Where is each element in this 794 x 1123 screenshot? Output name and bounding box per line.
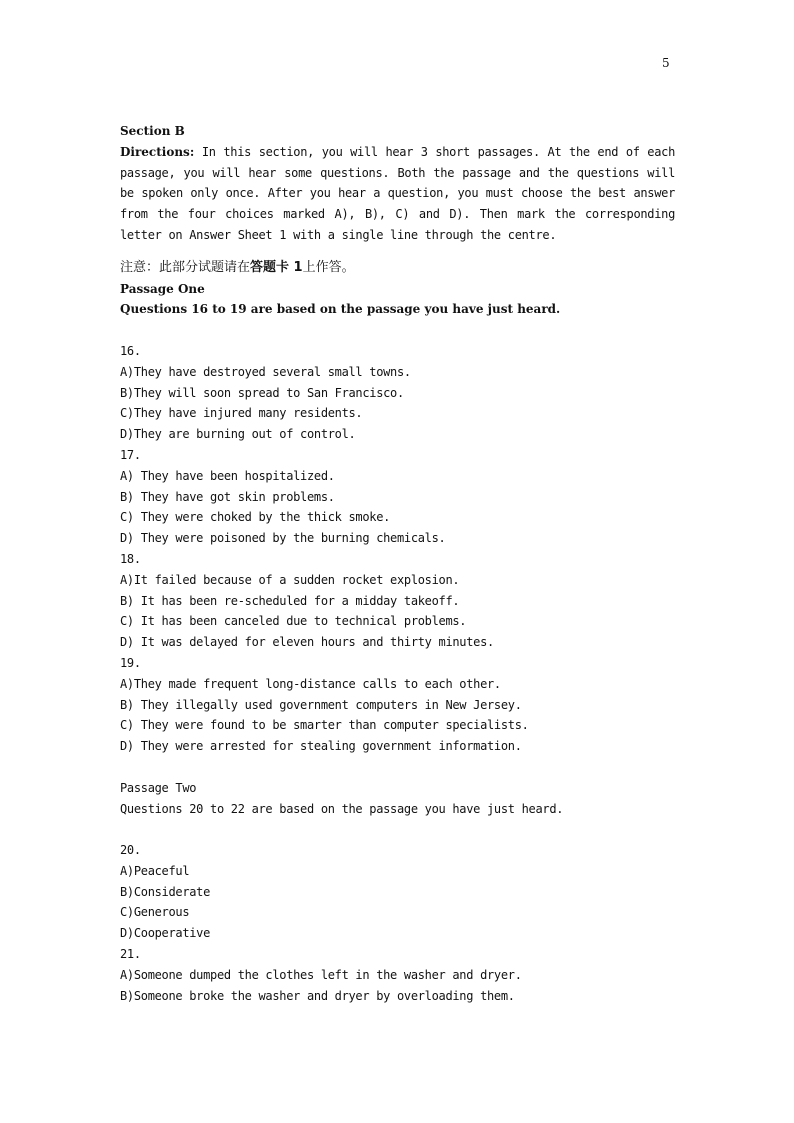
- option-c: C)They have injured many residents.: [120, 406, 363, 421]
- notice-bold: 答题卡 1: [250, 259, 303, 275]
- question-number: 21.: [120, 947, 141, 962]
- spacer: [120, 757, 675, 778]
- option-b: B) They have got skin problems.: [120, 489, 335, 504]
- option-d: D)Cooperative: [120, 926, 211, 941]
- question-19: [120, 653, 675, 757]
- question-number: 17.: [120, 447, 141, 462]
- option-c: C)Generous: [120, 905, 190, 920]
- question-18: [120, 549, 675, 653]
- directions-text: In this section, you will hear 3 short passages. At the end of each passage, you will hear some questions. Both the passage and the questions will be spoken only once. After you hear a question, you must choose the best answer from the four choices marked A), B), C) and D). Then mark the corresponding letter on Answer Sheet 1 with a single line through the centre.: [120, 144, 675, 242]
- option-b: B)Someone broke the washer and dryer by overloading them.: [120, 988, 515, 1003]
- question-number: 20.: [120, 843, 141, 858]
- question-number: 19.: [120, 655, 141, 670]
- question-number: 18.: [120, 551, 141, 566]
- document-body: [120, 121, 675, 1006]
- directions-label: Directions:: [120, 144, 195, 159]
- option-b: B) They illegally used government computers in New Jersey.: [120, 697, 522, 712]
- option-c: C) It has been canceled due to technical problems.: [120, 614, 467, 629]
- option-b: B) It has been re-scheduled for a midday takeoff.: [120, 593, 460, 608]
- question-17: [120, 445, 675, 549]
- spacer: [120, 819, 675, 840]
- option-c: C) They were choked by the thick smoke.: [120, 510, 391, 525]
- option-a: A)Someone dumped the clothes left in the washer and dryer.: [120, 967, 522, 982]
- question-number: 16.: [120, 343, 141, 358]
- option-d: D) They were arrested for stealing government information.: [120, 739, 522, 754]
- passage-one-questions: [120, 341, 675, 757]
- page-number: 5: [662, 56, 670, 70]
- option-d: D)They are burning out of control.: [120, 427, 356, 442]
- option-a: A)It failed because of a sudden rocket explosion.: [120, 572, 460, 587]
- option-a: A)They made frequent long-distance calls to each other.: [120, 676, 501, 691]
- option-b: B)Considerate: [120, 884, 211, 899]
- passage-two-title: Passage Two: [120, 780, 197, 795]
- spacer: [120, 320, 675, 341]
- passage-two-questions: [120, 840, 675, 1006]
- directions-paragraph: [120, 142, 675, 246]
- option-a: A) They have been hospitalized.: [120, 468, 335, 483]
- question-21: [120, 944, 675, 1006]
- option-a: A)They have destroyed several small towns.: [120, 364, 411, 379]
- option-b: B)They will soon spread to San Francisco.: [120, 385, 404, 400]
- notice-suffix: 上作答。: [302, 259, 355, 275]
- answer-sheet-notice: [120, 258, 675, 279]
- section-title: Section B: [120, 124, 185, 138]
- option-a: A)Peaceful: [120, 863, 190, 878]
- option-c: C) They were found to be smarter than computer specialists.: [120, 718, 529, 733]
- passage-two-instruction: Questions 20 to 22 are based on the passage you have just heard.: [120, 801, 564, 816]
- passage-one-title: Passage One: [120, 281, 205, 296]
- option-d: D) They were poisoned by the burning chemicals.: [120, 531, 446, 546]
- question-20: [120, 840, 675, 944]
- question-16: [120, 341, 675, 445]
- notice-prefix: 注意：此部分试题请在: [120, 259, 251, 275]
- option-d: D) It was delayed for eleven hours and thirty minutes.: [120, 635, 494, 650]
- passage-one-instruction: Questions 16 to 19 are based on the passage you have just heard.: [120, 302, 561, 317]
